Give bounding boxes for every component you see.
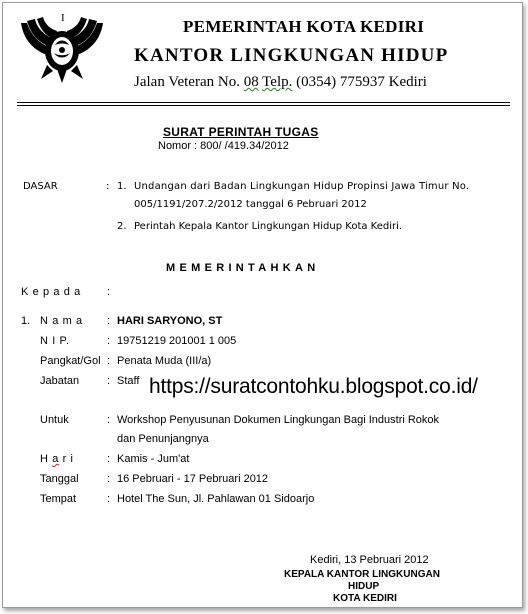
hari-label-ri: r i (62, 453, 74, 465)
untuk-colon: : (107, 414, 111, 426)
document-page (2, 2, 523, 608)
tanggal-label: Tanggal (40, 473, 79, 485)
dasar-label: DASAR (23, 181, 58, 192)
address-number: 08 (243, 74, 259, 90)
kepada-colon: : (107, 286, 111, 298)
hari-label (40, 453, 74, 465)
hari-value: Kamis - Jum'at (117, 453, 190, 465)
tempat-colon: : (107, 493, 111, 505)
kepada-label: K e p a d a (21, 286, 81, 298)
dasar-item2-number: 2. (117, 221, 127, 232)
tanggal-colon: : (107, 473, 111, 485)
letterhead-rule-thick (17, 102, 510, 103)
hari-label-h: H (40, 453, 49, 465)
tempat-value: Hotel The Sun, Jl. Pahlawan 01 Sidoarjo (117, 493, 315, 505)
address-street: Jalan Veteran No. (134, 74, 244, 90)
letterhead-address (134, 74, 427, 91)
person-number: 1. (21, 315, 31, 327)
tempat-label: Tempat (40, 493, 77, 505)
letterhead-government: PEMERINTAH KOTA KEDIRI (183, 17, 425, 36)
address-telp-label: Telp. (262, 74, 293, 90)
memerintahkan-heading: MEMERINTAHKAN (166, 262, 320, 274)
jabatan-colon: : (107, 375, 111, 387)
jabatan-value: Staff (117, 375, 140, 387)
dasar-item1-line2: 005/1191/207.2/2012 tanggal 6 Pebruari 2012 (134, 199, 367, 210)
dasar-item2-text: Perintah Kepala Kantor Lingkungan Hidup Kota Kediri. (134, 221, 403, 232)
document-number: Nomor : 800/ /419.34/2012 (158, 140, 289, 152)
logo-mark: I (61, 12, 65, 24)
untuk-line2: dan Penunjangnya (117, 433, 209, 445)
letterhead-office: KANTOR LINGKUNGAN HIDUP (134, 45, 449, 66)
letterhead-rule-thin (17, 105, 510, 106)
untuk-label: Untuk (40, 414, 69, 426)
nama-label: N a m a (40, 315, 83, 327)
dasar-item1-line1: Undangan dari Badan Lingkungan Hidup Propinsi Jawa Timur No. (134, 181, 470, 192)
dasar-item1-number: 1. (117, 181, 127, 192)
dasar-colon: : (106, 181, 110, 192)
nip-value: 19751219 201001 1 005 (117, 335, 237, 347)
signature-title-line3: KOTA KEDIRI (333, 593, 397, 604)
hari-label-a: a (52, 453, 59, 465)
nip-label: N I P. (40, 335, 70, 347)
tanggal-value: 16 Pebruari - 17 Pebruari 2012 (117, 473, 269, 485)
nama-value: HARI SARYONO, ST (117, 315, 223, 327)
signature-title-line2: HIDUP (348, 581, 380, 592)
nama-colon: : (107, 315, 111, 327)
city-emblem-logo (13, 9, 111, 87)
watermark-url: https://suratcontohku.blogspot.co.id/ (149, 375, 478, 398)
pangkat-label: Pangkat/Gol (40, 355, 101, 367)
signature-place-date: Kediri, 13 Pebruari 2012 (310, 554, 429, 566)
signature-title-line1: KEPALA KANTOR LINGKUNGAN (284, 569, 440, 580)
hari-colon: : (107, 453, 111, 465)
untuk-line1: Workshop Penyusunan Dokumen Lingkungan Bagi Industri Rokok (117, 414, 440, 426)
pangkat-colon: : (107, 355, 111, 367)
jabatan-label: Jabatan (40, 375, 80, 387)
address-phone: (0354) 775937 Kediri (292, 74, 427, 90)
document-title: SURAT PERINTAH TUGAS (163, 125, 319, 139)
pangkat-value: Penata Muda (III/a) (117, 355, 212, 367)
nip-colon: : (107, 335, 111, 347)
